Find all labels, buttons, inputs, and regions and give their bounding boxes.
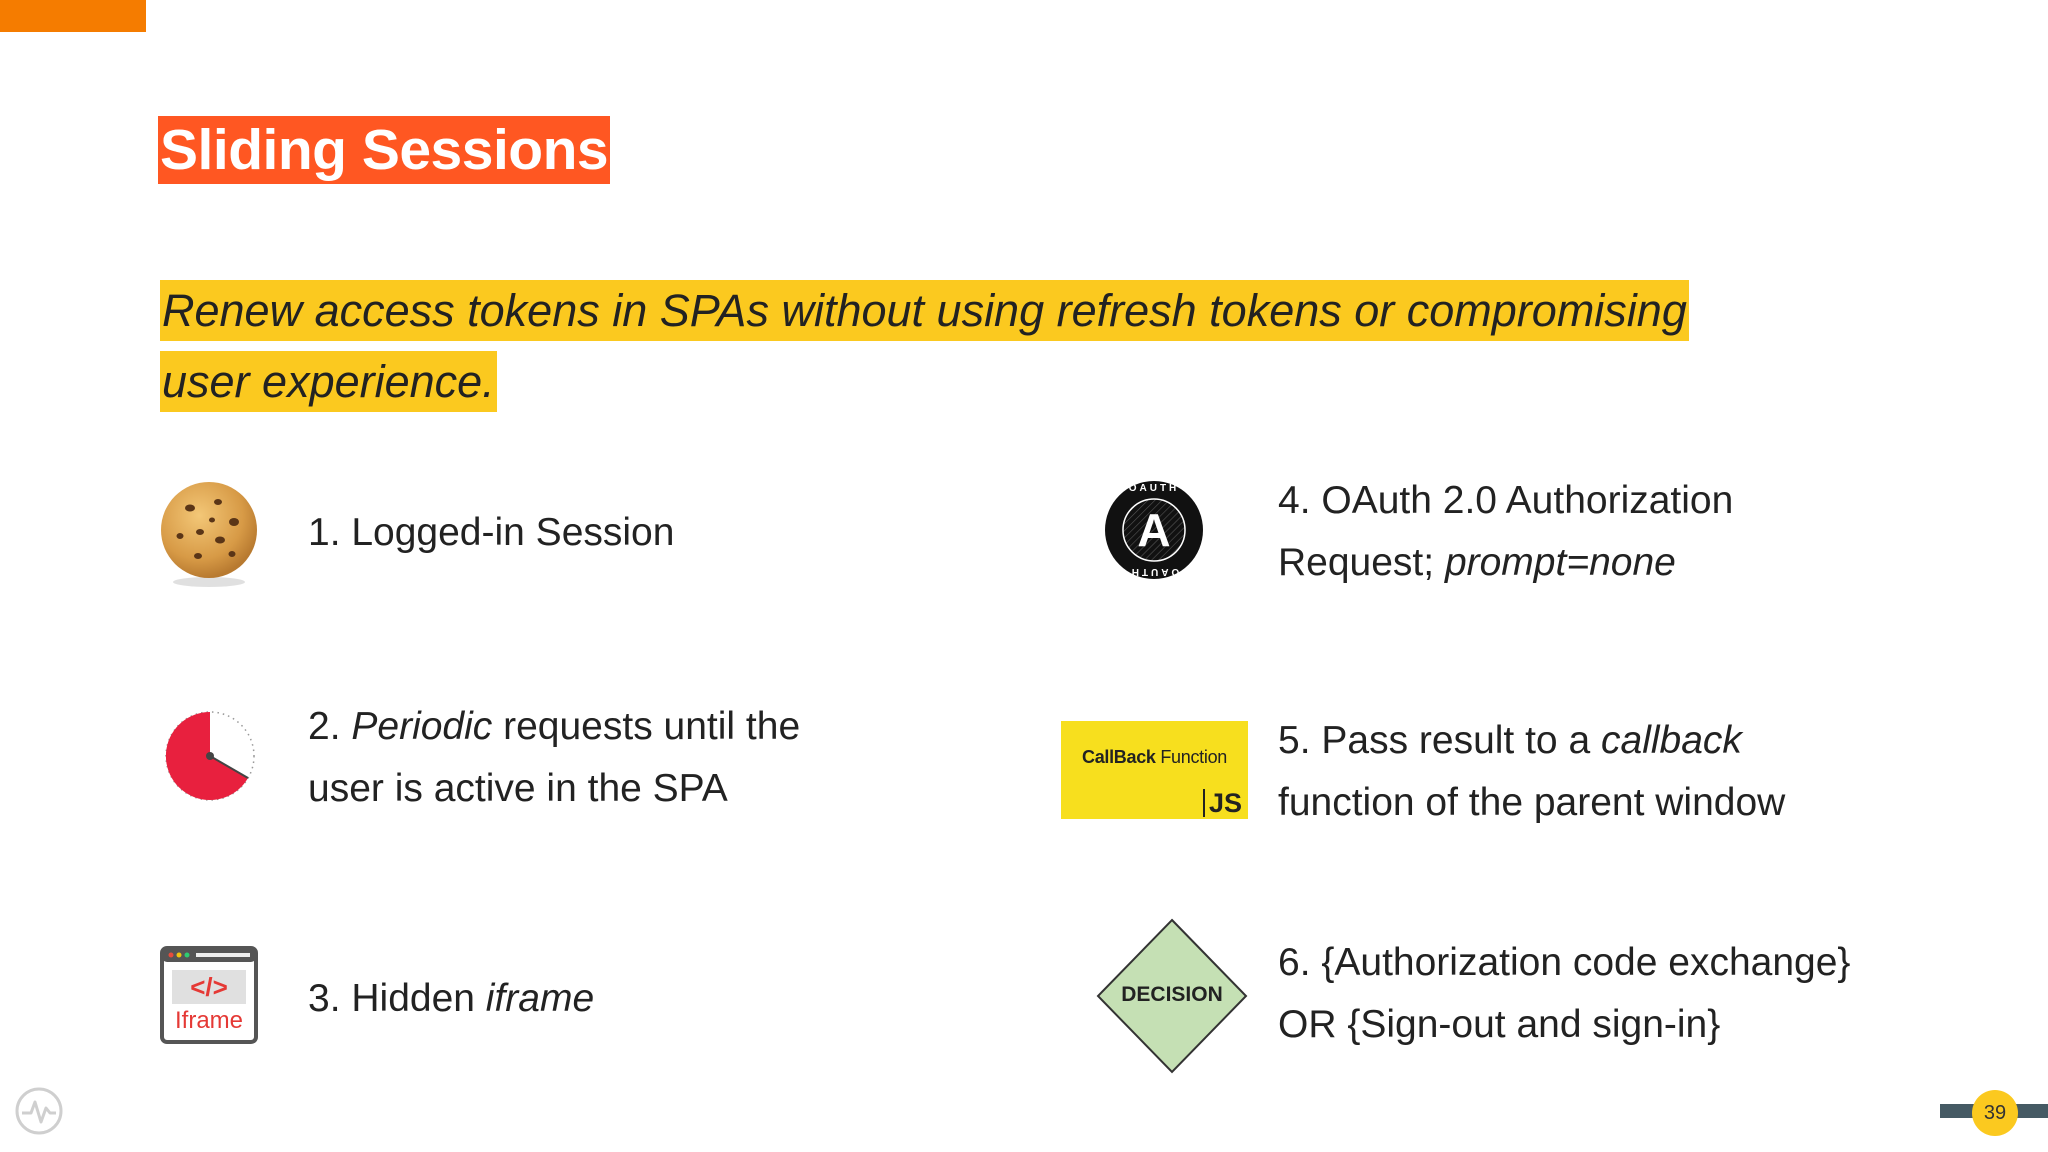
- iframe-word-label: Iframe: [174, 1007, 243, 1034]
- item-2-text: 2. Periodic requests until the user is active in the SPA: [308, 705, 801, 810]
- cookie-icon: [156, 478, 262, 590]
- item-3-text: 3. Hidden iframe: [308, 977, 595, 1020]
- oauth-letter: A: [1137, 504, 1171, 556]
- slide-number: 39: [1972, 1090, 2018, 1136]
- top-accent-bar: [0, 0, 146, 32]
- slide-title: Sliding Sessions: [160, 118, 609, 182]
- callback-label: CallBack Function: [1082, 747, 1227, 767]
- callback-js-icon: [1061, 721, 1248, 819]
- brand-logo-icon: [14, 1086, 64, 1136]
- iframe-icon: [160, 946, 258, 1044]
- oauth-ring-text-bottom: OAUTH: [1128, 566, 1180, 577]
- decision-diamond-icon: [1096, 918, 1248, 1074]
- slide-number-bar-left: [1940, 1104, 1974, 1118]
- slide-number-bar-right: [2016, 1104, 2048, 1118]
- decision-label: DECISION: [1121, 983, 1223, 1006]
- item-1-text: 1. Logged-in Session: [308, 511, 675, 554]
- js-label: JS: [1203, 789, 1242, 817]
- item-5-text: 5. Pass result to a callback function of the parent window: [1278, 719, 1786, 824]
- item-6-text: 6. {Authorization code exchange} OR {Sign-out and sign-in}: [1278, 941, 1851, 1046]
- iframe-code-label: </>: [190, 972, 228, 1002]
- oauth-ring-text-top: OAUTH: [1128, 483, 1180, 494]
- slide-subtitle: [160, 275, 1780, 417]
- timer-icon: [160, 706, 260, 806]
- oauth-logo-icon: [1104, 480, 1204, 580]
- subtitle-text: Renew access tokens in SPAs without using refresh tokens or compromising user experience.: [160, 280, 1689, 412]
- item-4-text: 4. OAuth 2.0 Authorization Request; prompt=none: [1278, 479, 1734, 584]
